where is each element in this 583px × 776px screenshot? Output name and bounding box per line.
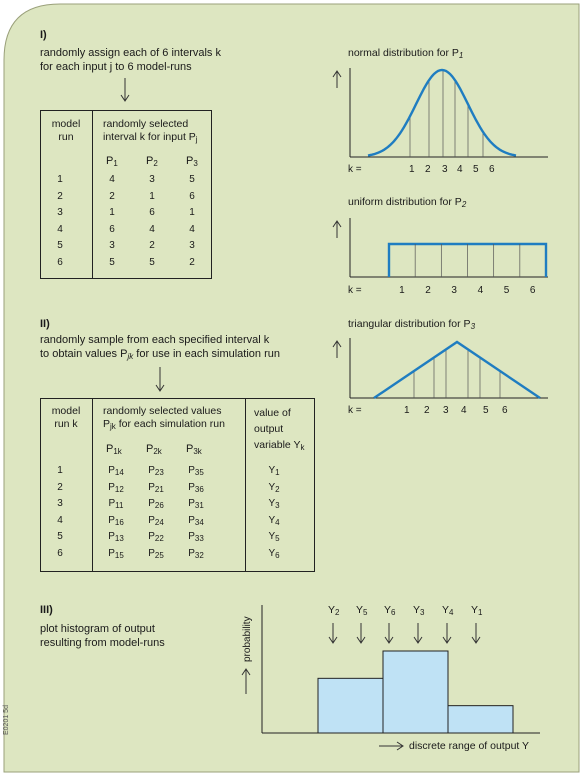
dist-tick-label: 6	[502, 405, 508, 416]
sampled-value-p3: $P_{33}$	[188, 531, 204, 543]
sampled-value-p2: $P_{21}$	[148, 481, 164, 494]
interval-table-run-column: 1 2 3 4 5 6	[57, 174, 63, 268]
histogram-output-label: $Y_4$	[442, 604, 454, 617]
dist-tick-label: 6	[489, 164, 495, 175]
dist-tick-label: 5	[483, 405, 489, 416]
sampled-value-p2: $P_{22}$	[148, 531, 164, 543]
figure-code: E0201 5d	[3, 705, 10, 735]
interval-table-divider	[92, 110, 93, 278]
interval-table-p1-column: 4 2 1 6 3 5	[109, 174, 115, 268]
values-table-head-output: value of output variable $Y_k$	[254, 407, 305, 452]
sampled-value-p1: $P_{11}$	[108, 498, 124, 510]
dist-tick-label: 4	[457, 164, 463, 175]
param-header-p3k: $P_{3k}$	[186, 443, 202, 456]
dist-tick-label: 3	[443, 405, 449, 416]
interval-table-p2-column: 3 1 6 4 2 5	[149, 174, 155, 268]
param-header-p1: $P_1$	[106, 155, 118, 168]
dist-tick-label: 2	[425, 285, 431, 296]
histogram-ylabel: probability	[242, 616, 253, 662]
sampled-value-p2: $P_{24}$	[148, 514, 164, 527]
interval-table-p3-column: 5 6 1 4 3 2	[189, 174, 195, 268]
dist-k-label: k =	[348, 164, 362, 175]
output-value: $Y_4$	[268, 514, 280, 527]
output-value: $Y_3$	[268, 498, 280, 510]
dist-title-triangular: triangular distribution for $P_3$	[348, 318, 476, 331]
sampled-value-p3: $P_{34}$	[188, 514, 204, 527]
param-header-p3: $P_3$	[186, 155, 198, 168]
dist-tick-label: 1	[404, 405, 410, 416]
sampled-value-p1: $P_{15}$	[108, 547, 124, 560]
dist-title-normal: normal distribution for $P_1$	[348, 47, 464, 60]
histogram-output-label: $Y_6$	[384, 604, 396, 617]
values-table-divider-2	[245, 398, 246, 571]
dist-tick-label: 1	[409, 164, 415, 175]
histogram-output-label: $Y_1$	[471, 604, 483, 617]
histogram-xlabel: discrete range of output Y	[409, 740, 530, 752]
sampled-value-p3: $P_{32}$	[188, 547, 204, 560]
histogram-output-label: $Y_3$	[413, 604, 425, 617]
sampled-value-p2: $P_{25}$	[148, 547, 164, 560]
output-value: $Y_6$	[268, 547, 280, 560]
interval-table-head-model: model run	[51, 118, 81, 143]
dist-tick-label: 4	[461, 405, 467, 416]
histogram-bar	[318, 678, 383, 733]
param-header-p2k: $P_{2k}$	[146, 443, 162, 456]
param-header-p2: $P_2$	[146, 155, 158, 168]
step1-text-line2: for each input j to 6 model-runs	[40, 61, 192, 73]
sampled-value-p1: $P_{12}$	[108, 481, 124, 494]
output-value: $Y_2$	[268, 481, 280, 494]
dist-k-label: k =	[348, 285, 362, 296]
histogram-output-label: $Y_5$	[356, 604, 368, 617]
sampled-value-p3: $P_{35}$	[188, 465, 204, 477]
values-table-p2-column	[144, 463, 168, 562]
dist-tick-label: 6	[529, 285, 536, 296]
step1-label: I)	[40, 29, 47, 41]
output-value: $Y_1$	[268, 465, 280, 477]
step3-label: III)	[40, 604, 53, 616]
values-table-run-column: 1 2 3 4 5 6	[57, 465, 63, 559]
sampled-value-p2: $P_{23}$	[148, 465, 164, 477]
dist-tick-label: 4	[477, 285, 484, 296]
sampled-value-p1: $P_{14}$	[108, 465, 124, 477]
step2-text-line1: randomly sample from each specified interval k	[40, 334, 270, 346]
dist-k-label: k =	[348, 405, 362, 416]
values-table-head-model: model run k	[51, 405, 81, 430]
step2-text-line2: to obtain values $P_{jk}$ for use in each simulation run	[40, 348, 280, 361]
sampled-value-p1: $P_{16}$	[108, 514, 124, 527]
step1-text-line1: randomly assign each of 6 intervals k	[40, 47, 221, 59]
sampled-value-p2: $P_{26}$	[148, 498, 164, 510]
dist-tick-label: 5	[503, 285, 510, 296]
dist-tick-label: 2	[424, 405, 430, 416]
step3-text-line2: resulting from model-runs	[40, 637, 165, 649]
values-table-divider-1	[92, 398, 93, 571]
histogram-bar	[448, 706, 513, 733]
dist-tick-label: 1	[399, 285, 405, 296]
values-table-p3-column	[184, 463, 208, 562]
histogram-output-label: $Y_2$	[328, 604, 340, 617]
sampled-value-p1: $P_{13}$	[108, 531, 124, 543]
param-header-p1k: $P_{1k}$	[106, 443, 122, 456]
step3-text-line1: plot histogram of output	[40, 623, 155, 635]
values-table-output-column	[266, 463, 282, 562]
values-table-p1-column	[104, 463, 128, 562]
sampled-value-p3: $P_{31}$	[188, 498, 204, 510]
output-value: $Y_5$	[268, 531, 280, 543]
dist-tick-label: 5	[473, 164, 479, 175]
dist-tick-label: 2	[425, 164, 431, 175]
dist-title-uniform: uniform distribution for $P_2$	[348, 196, 467, 209]
dist-tick-label: 3	[451, 285, 457, 296]
values-table-head-values: randomly selected values $P_{jk}$ for each simulation run	[103, 405, 225, 431]
histogram-bar	[383, 651, 448, 733]
interval-table-head-interval: randomly selected interval k for input $P_j$	[103, 118, 198, 144]
dist-tick-label: 3	[442, 164, 448, 175]
sampled-value-p3: $P_{36}$	[188, 481, 204, 494]
step2-label: II)	[40, 318, 50, 330]
